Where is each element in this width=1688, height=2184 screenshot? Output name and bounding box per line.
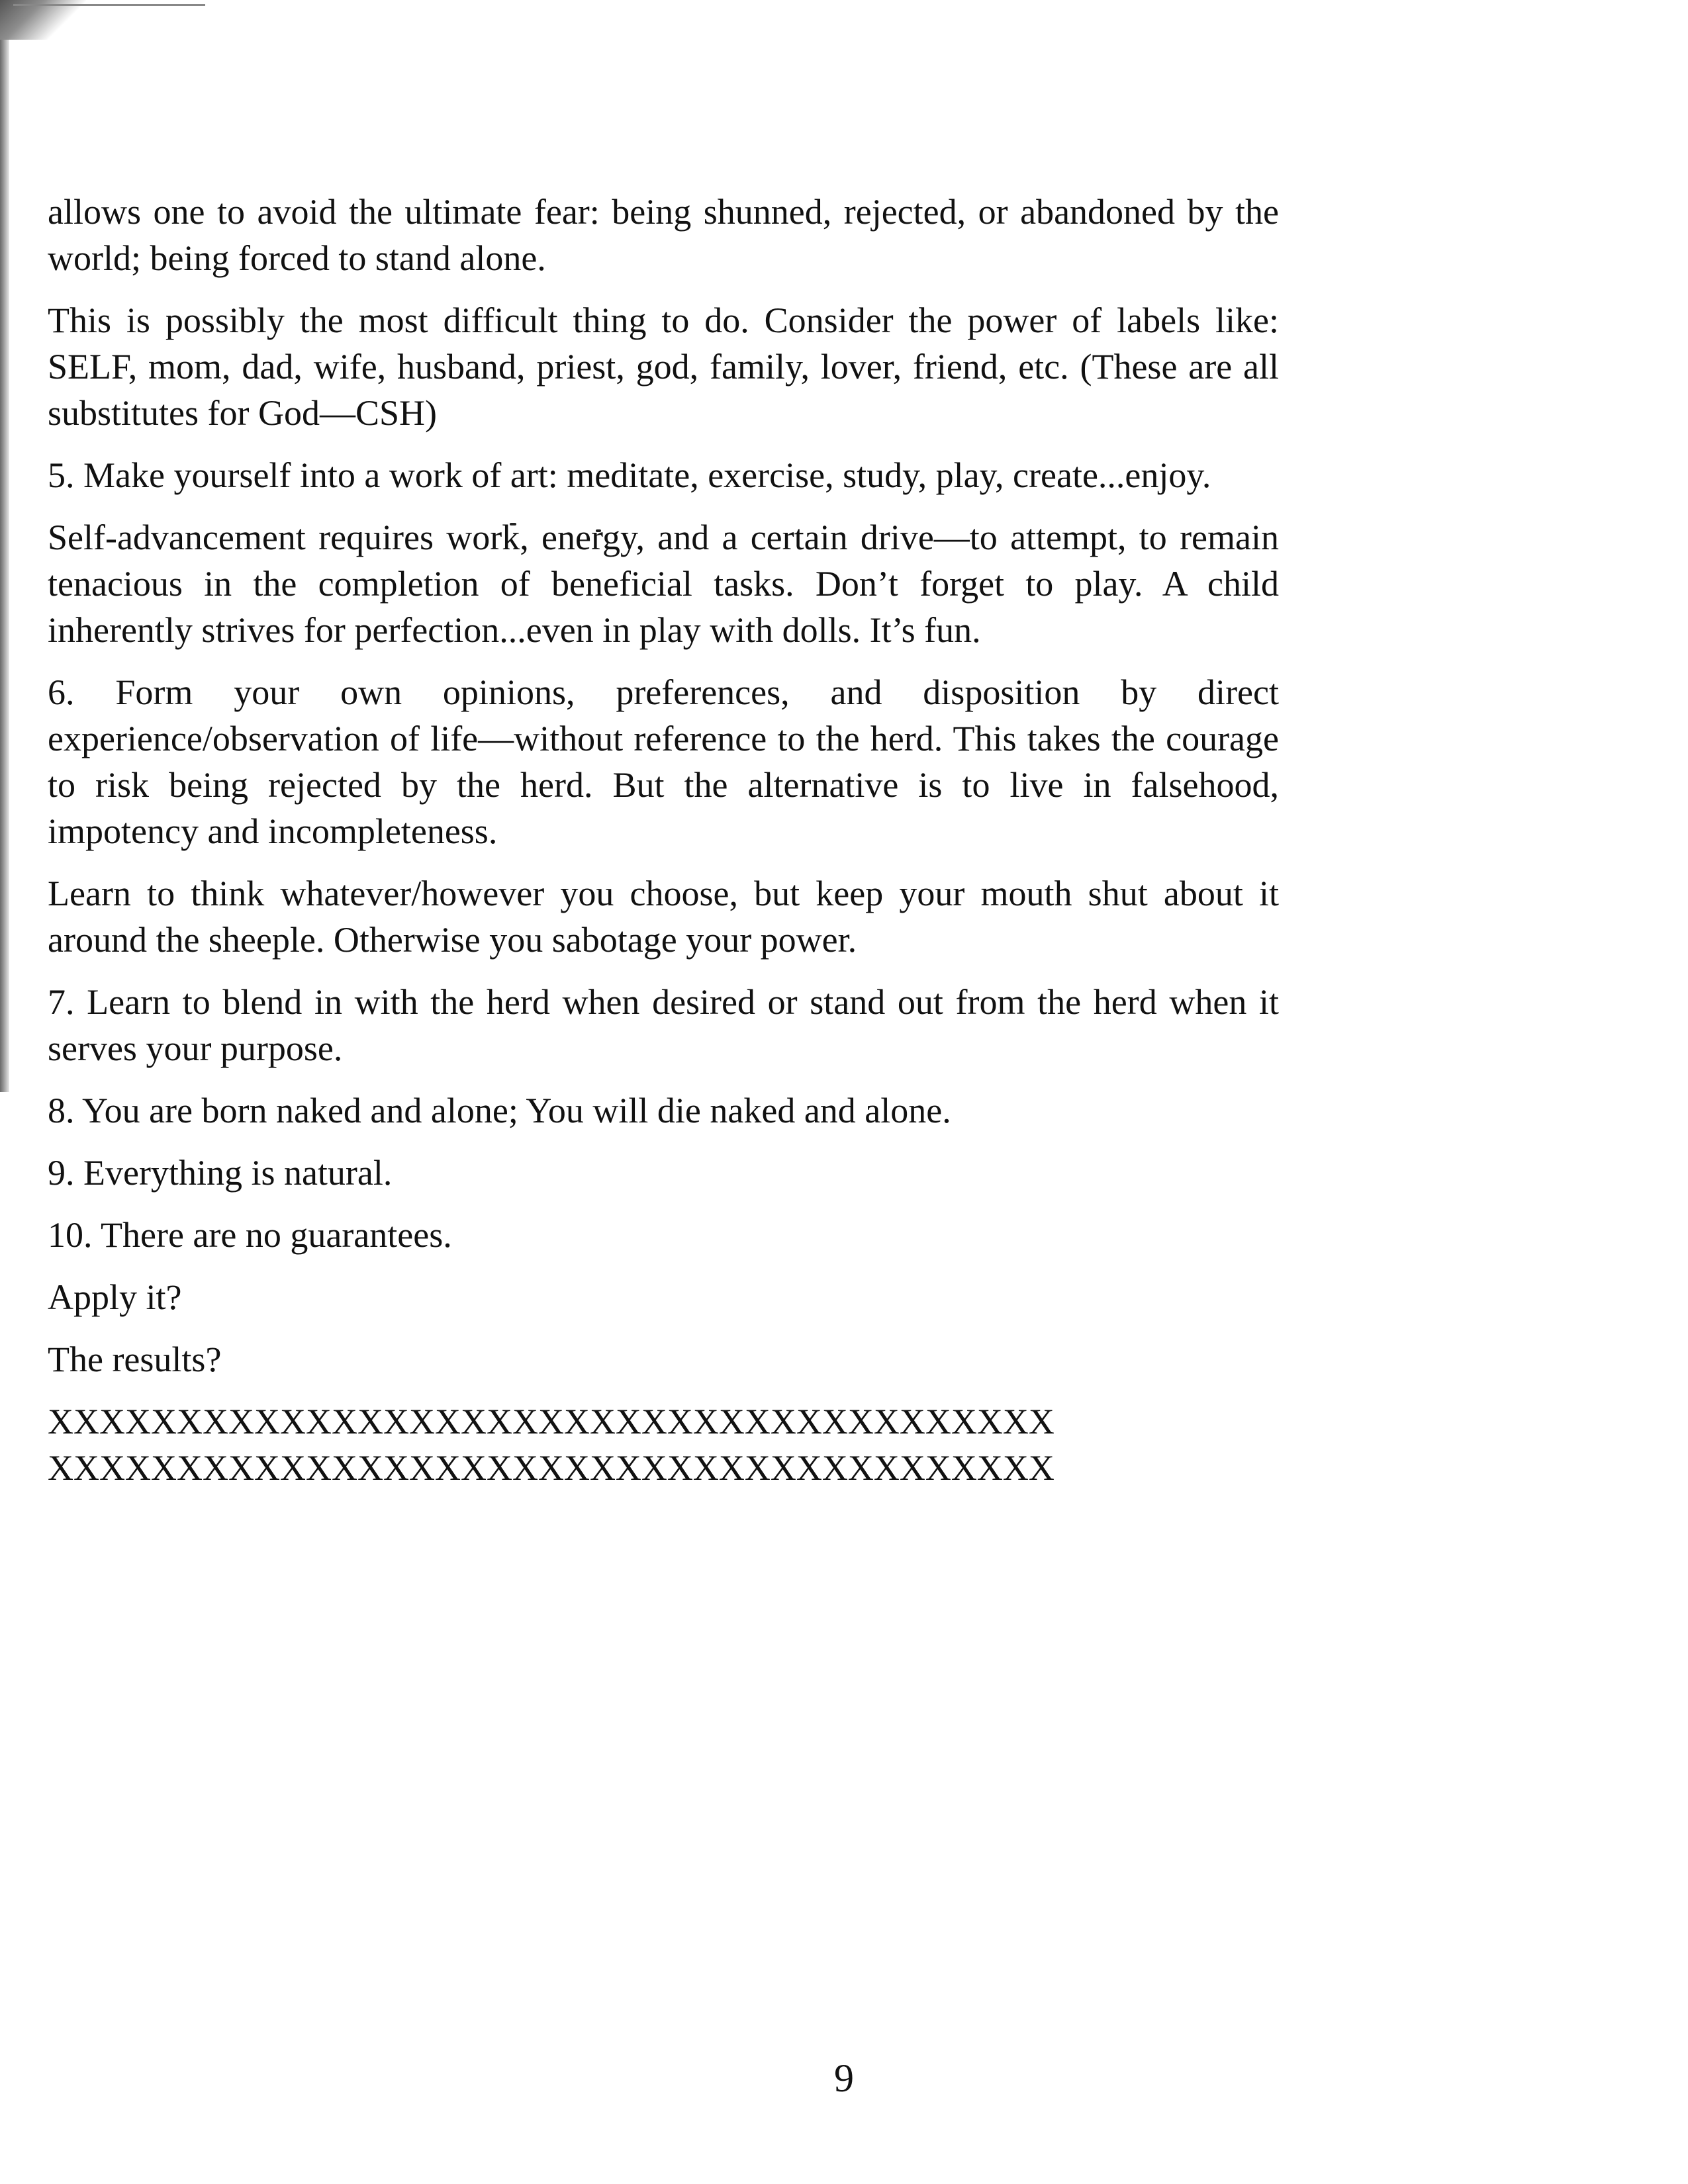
paragraph-self-advancement: Self-advancement requires work, energy, and a certain drive—to attempt, to remain tenacious in the completion of beneficial tasks. Don’t forget to play. A child inherently strives for perfection...even in play with dolls. It’s fun. xyxy=(48,518,1279,650)
paragraph-item-7: 7. Learn to blend in with the herd when desired or stand out from the herd when it serves your purpose. xyxy=(48,982,1279,1068)
scan-shadow-corner xyxy=(0,0,86,40)
scan-top-line xyxy=(13,4,205,6)
page-body xyxy=(48,189,1279,1491)
paragraph-labels: This is possibly the most difficult thing to do. Consider the power of labels like: SELF, mom, dad, wife, husband, priest, god, family, lover, friend, etc. (These are all substitutes for God—CSH) xyxy=(48,300,1279,433)
paragraph-item-8: 8. You are born naked and alone; You will die naked and alone. xyxy=(48,1091,951,1130)
paragraph-item-6: 6. Form your own opinions, preferences, and disposition by direct experience/observation of life—without reference to the herd. This takes the courage to risk being rejected by the herd. But the alternative is to live in falsehood, impotency and incompleteness. xyxy=(48,672,1279,851)
paragraph-item-5: 5. Make yourself into a work of art: meditate, exercise, study, play, create...enjoy. xyxy=(48,455,1211,495)
paragraph-apply: Apply it? xyxy=(48,1277,182,1317)
paragraph-item-10: 10. There are no guarantees. xyxy=(48,1215,452,1255)
paragraph-think: Learn to think whatever/however you choose, but keep your mouth shut about it around the sheeple. Otherwise you sabotage your power. xyxy=(48,874,1279,960)
paragraph-results: The results? xyxy=(48,1340,222,1379)
page-number: 9 xyxy=(834,2056,854,2100)
paragraph-item-9: 9. Everything is natural. xyxy=(48,1153,393,1193)
scan-shadow-edge xyxy=(0,0,9,1092)
x-separator-line: XXXXXXXXXXXXXXXXXXXXXXXXXXXXXXXXXXXXXXX xyxy=(48,1402,1055,1441)
paragraph-fear: allows one to avoid the ultimate fear: being shunned, rejected, or abandoned by the world; being forced to stand alone. xyxy=(48,192,1279,278)
x-separator-line: XXXXXXXXXXXXXXXXXXXXXXXXXXXXXXXXXXXXXXX xyxy=(48,1448,1055,1488)
